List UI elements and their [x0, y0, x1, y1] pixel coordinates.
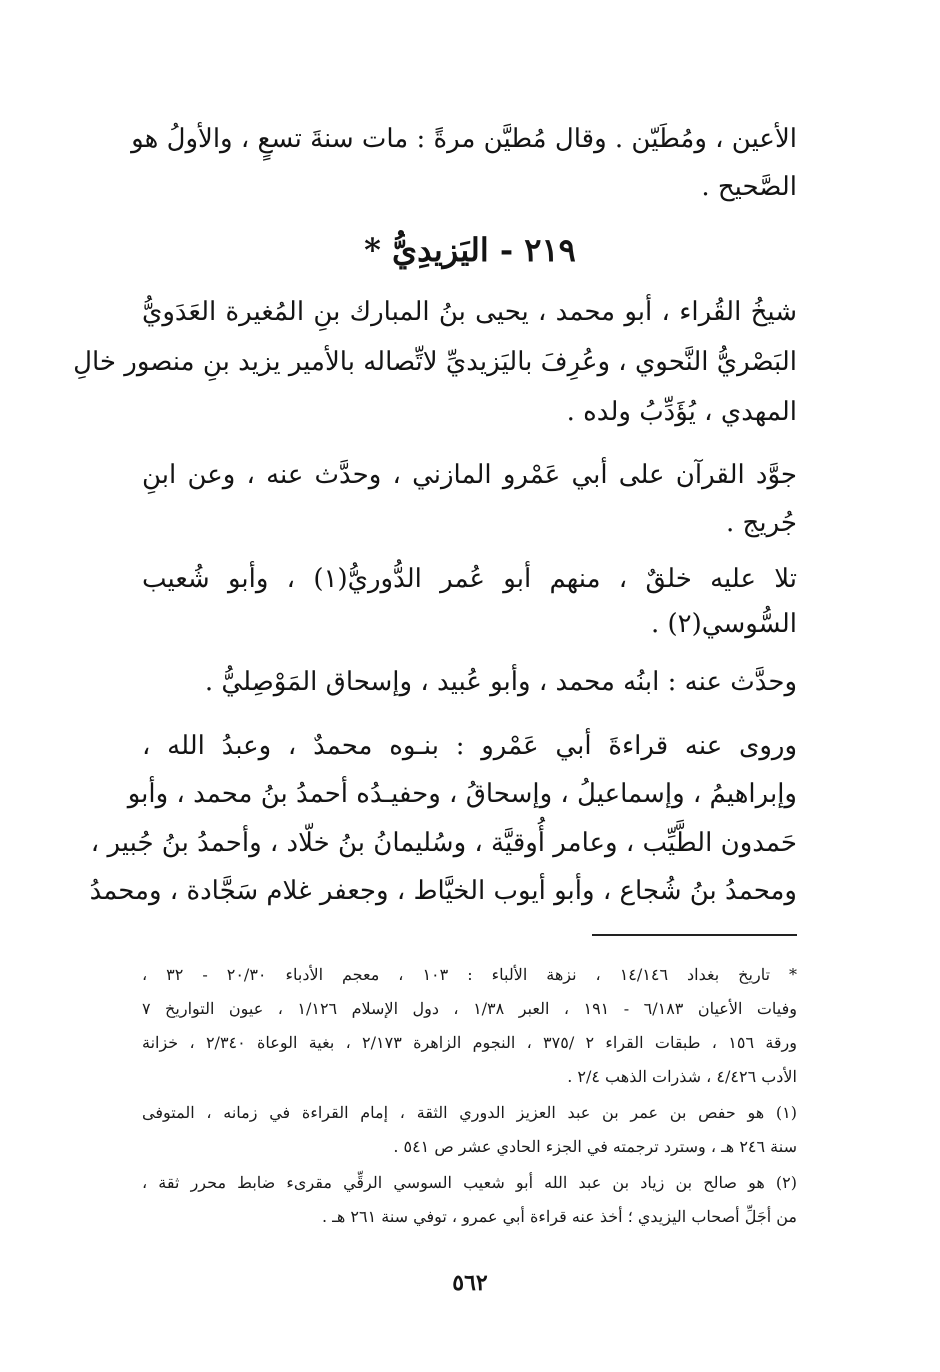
body-line-14: ومحمدُ بنُ شُجاع ، وأبو أيوب الخيَّاط ، وجعفر غلام سَجَّادة ، ومحمدُ [89, 876, 797, 906]
body-line-10: وحدَّث عنه : ابنُه محمد ، وأبو عُبيد ، وإسحاق المَوْصِليُّ . [204, 667, 797, 697]
page-number: ٥٦٢ [452, 1270, 488, 1296]
body-line-11: وروى عنه قراءةَ أبي عَمْرو : بنـوه محمدٌ ، وعبدُ الله ، [142, 731, 797, 761]
body-line-4: البَصْريُّ النَّحوي ، وعُرِفَ باليَزيديِّ لاتِّصاله بالأمير يزيد بنِ منصور خالِ [73, 347, 797, 377]
footnote-line-4: الأدب ٤/٤٢٦ ، شذرات الذهب ٢/٤ . [567, 1067, 797, 1086]
body-line-2: الصَّحيح . [701, 172, 797, 202]
body-line-12: وإبراهيمُ ، وإسماعيلُ ، وإسحاقُ ، وحفيـدُه أحمدُ بنُ محمد ، وأبو [127, 779, 797, 809]
footnote-line-1: * تاريخ بغداد ١٤/١٤٦ ، نزهة الألباء : ١٠٣ ، معجم الأدباء ٢٠/٣٠ - ٣٢ ، [142, 965, 798, 984]
footnote-line-7: (٢) هو صالح بن زياد بن عبد الله أبو شعيب السوسي الرقِّي مقرىء ضابط محرر ثقة ، [142, 1173, 797, 1192]
body-line-7: جُريج . [726, 508, 797, 538]
body-line-9: السُّوسي(٢) . [650, 609, 797, 639]
footnote-line-3: ورقة ١٥٦ ، طبقات القراء ٢ /٣٧٥ ، النجوم الزاهرة ٢/١٧٣ ، بغية الوعاة ٢/٣٤٠ ، خزانة [142, 1033, 798, 1052]
footnote-line-8: من أجَلِّ أصحاب اليزيدي ؛ أخذ عنه قراءة أبي عمرو ، توفي سنة ٢٦١ هـ . [321, 1207, 797, 1226]
body-line-1: الأعين ، ومُطَيّن . وقال مُطيَّن مرةً : مات سنةَ تسعٍ ، والأولُ هو [131, 124, 797, 154]
body-line-6: جوَّد القرآن على أبي عَمْرو المازني ، وحدَّث عنه ، وعن ابنِ [142, 460, 797, 490]
body-line-13: حَمدون الطَّيِّب ، وعامر أُوقيَّة ، وسُليمانُ بنُ خلّاد ، وأحمدُ بنُ جُبير ، [90, 828, 797, 858]
body-line-8: تلا عليه خلقٌ ، منهم أبو عُمر الدُّوريُّ(١) ، وأبو شُعيب [142, 564, 797, 594]
footnote-separator [592, 934, 797, 936]
footnote-line-6: سنة ٢٤٦ هـ ، وسترد ترجمته في الجزء الحادي عشر ص ٥٤١ . [393, 1137, 797, 1156]
body-line-5: المهدي ، يُؤَدِّبُ ولده . [566, 397, 797, 427]
body-line-3: شيخُ القُراء ، أبو محمد ، يحيى بنُ المبارك بنِ المُغيرة العَدَويُّ [142, 297, 797, 327]
footnote-line-5: (١) هو حفص بن عمر بن عبد العزيز الدوري الثقة ، إمام القراءة في زمانه ، المتوفى [142, 1103, 797, 1122]
footnote-line-2: وفيات الأعيان ٦/١٨٣ - ١٩١ ، العبر ١/٣٨ ، دول الإسلام ١/١٢٦ ، عيون التواريخ ٧ [142, 999, 798, 1018]
entry-heading: ٢١٩ - اليَزيدِيُّ * [364, 231, 576, 269]
